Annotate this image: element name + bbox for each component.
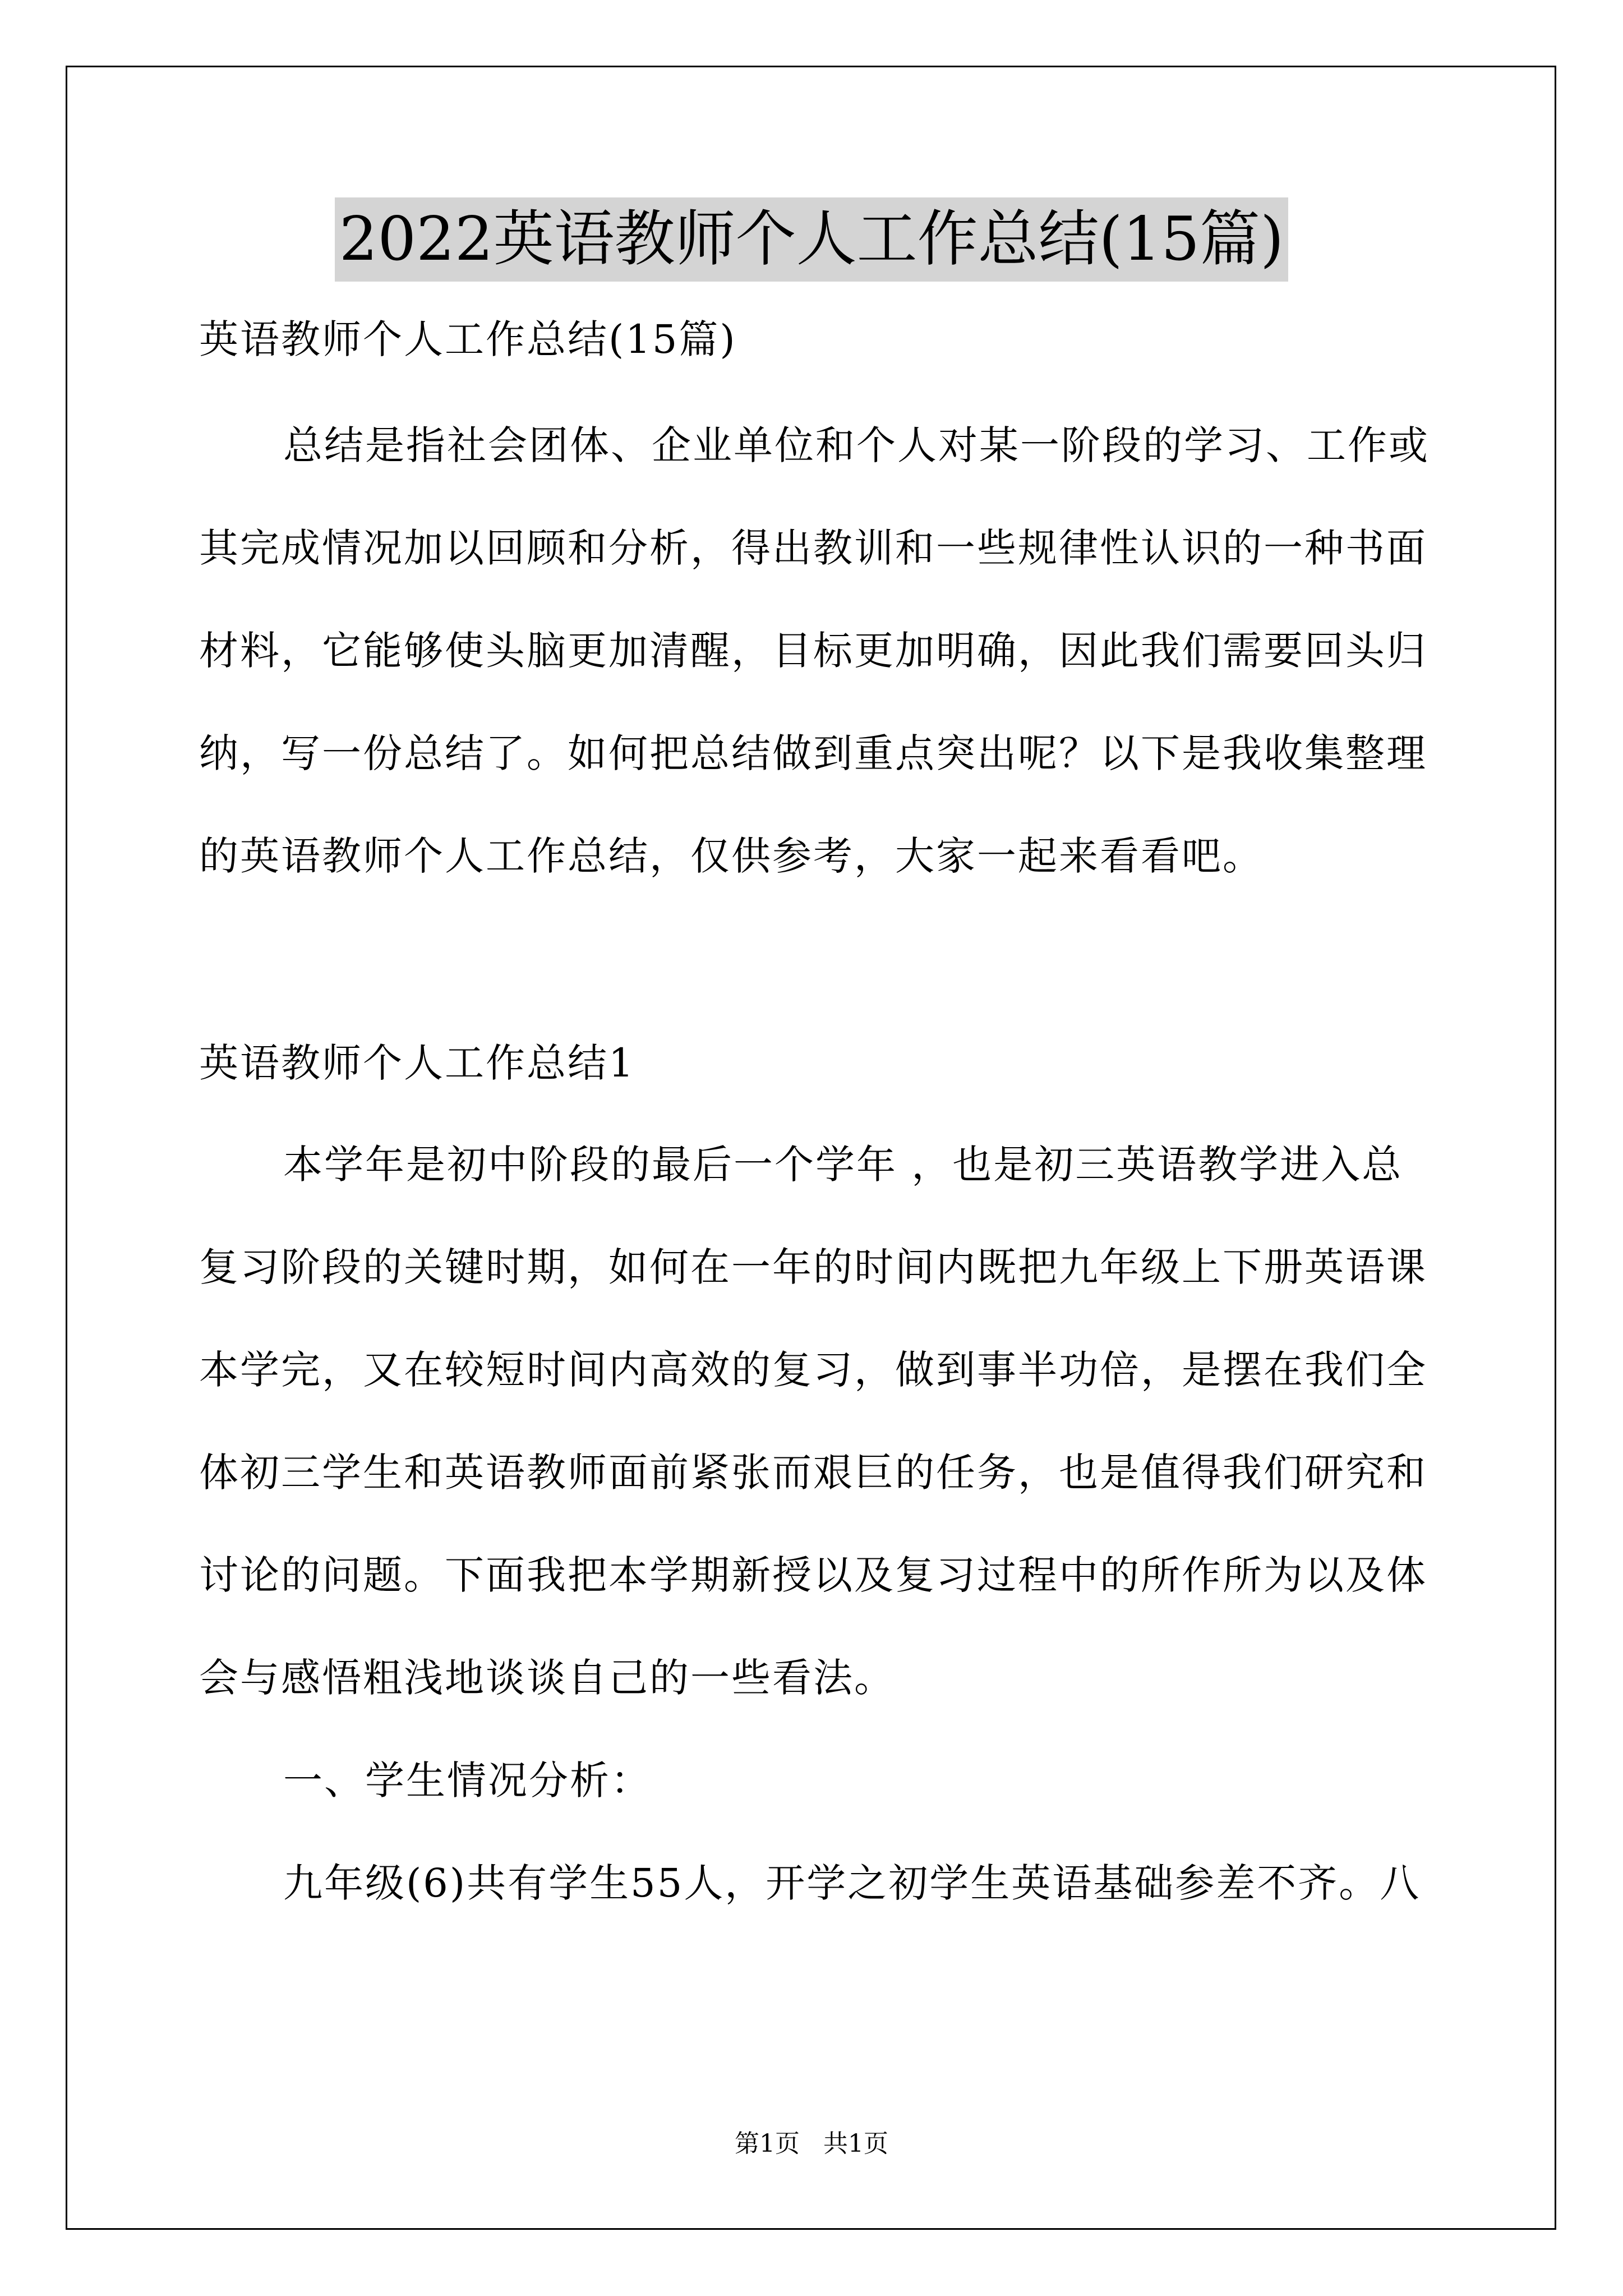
intro-line: 总结是指社会团体、企业单位和个人对某一阶段的学习、工作或 — [283, 422, 1430, 468]
document-subtitle: 英语教师个人工作总结(15篇) — [199, 316, 737, 362]
section-line: 复习阶段的关键时期，如何在一年的时间内既把九年级上下册英语课 — [199, 1244, 1427, 1290]
section-line: 体初三学生和英语教师面前紧张而艰巨的任务，也是值得我们研究和 — [199, 1450, 1427, 1496]
section-line: 讨论的问题。下面我把本学期新授以及复习过程中的所作所为以及体 — [199, 1552, 1427, 1598]
section-line: 会与感悟粗浅地谈谈自己的一些看法。 — [199, 1655, 895, 1701]
title-container — [0, 197, 1623, 282]
intro-line: 材料，它能够使头脑更加清醒，目标更加明确，因此我们需要回头归 — [199, 628, 1427, 674]
body-line: 九年级(6)共有学生55人，开学之初学生英语基础参差不齐。八 — [283, 1860, 1421, 1906]
section-line: 本学完，又在较短时间内高效的复习，做到事半功倍，是摆在我们全 — [199, 1347, 1427, 1393]
page-footer: 第1页 共1页 — [735, 2129, 888, 2158]
section-heading: 英语教师个人工作总结1 — [199, 1040, 635, 1086]
document-title: 2022英语教师个人工作总结(15篇) — [335, 197, 1289, 282]
intro-line: 纳，写一份总结了。如何把总结做到重点突出呢？以下是我收集整理 — [199, 730, 1427, 776]
section-line: 本学年是初中阶段的最后一个学年 ，也是初三英语教学进入总 — [283, 1142, 1403, 1188]
intro-line: 的英语教师个人工作总结，仅供参考，大家一起来看看吧。 — [199, 833, 1264, 879]
intro-line: 其完成情况加以回顾和分析，得出教训和一些规律性认识的一种书面 — [199, 525, 1427, 571]
subheading: 一、学生情况分析： — [283, 1757, 652, 1803]
